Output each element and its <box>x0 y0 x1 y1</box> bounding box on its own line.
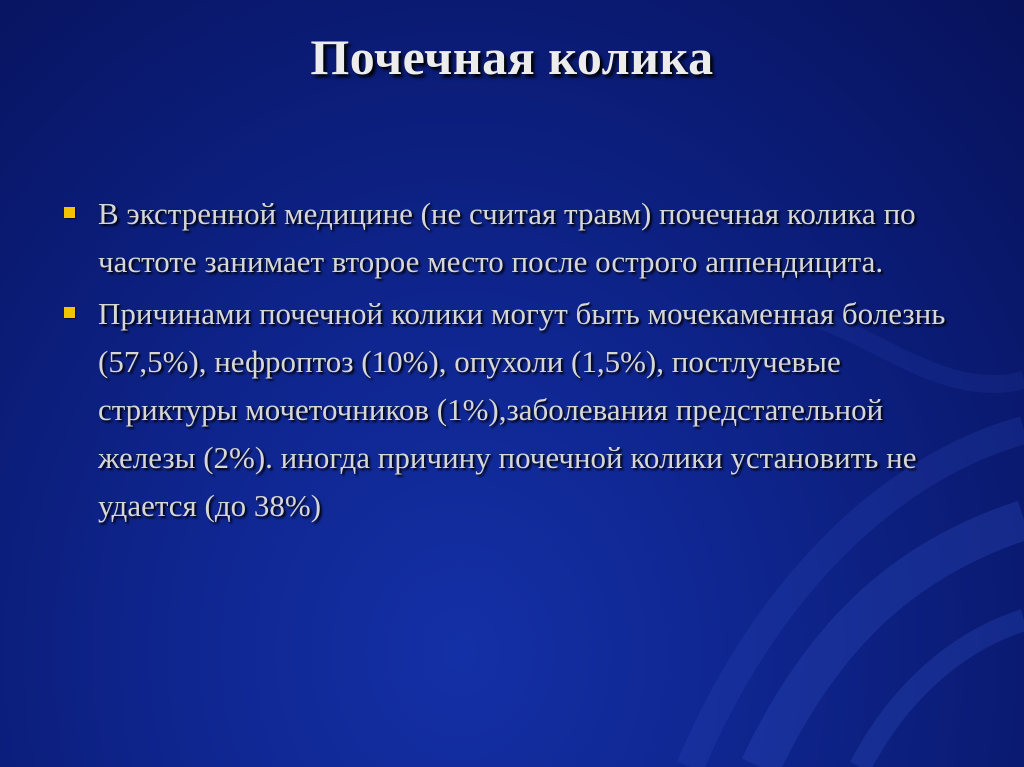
bullet-item <box>60 290 960 530</box>
bullet-list <box>60 190 960 534</box>
bullet-item <box>60 190 960 286</box>
square-bullet-icon <box>64 207 75 218</box>
slide-title: Почечная колика <box>310 29 714 85</box>
bullet-text: Причинами почечной колики могут быть мочекаменная болезнь (57,5%), нефроптоз (10%), опухоли (1,5%), постлучевые стриктуры мочеточников (1%),заболевания предстательной железы (2%). иногда причину почечной колики установить не удается (до 38%) <box>98 296 946 523</box>
square-bullet-icon <box>64 307 75 318</box>
bullet-text: В экстренной медицине (не считая травм) почечная колика по частоте занимает второе место после острого аппендицита. <box>98 196 916 279</box>
